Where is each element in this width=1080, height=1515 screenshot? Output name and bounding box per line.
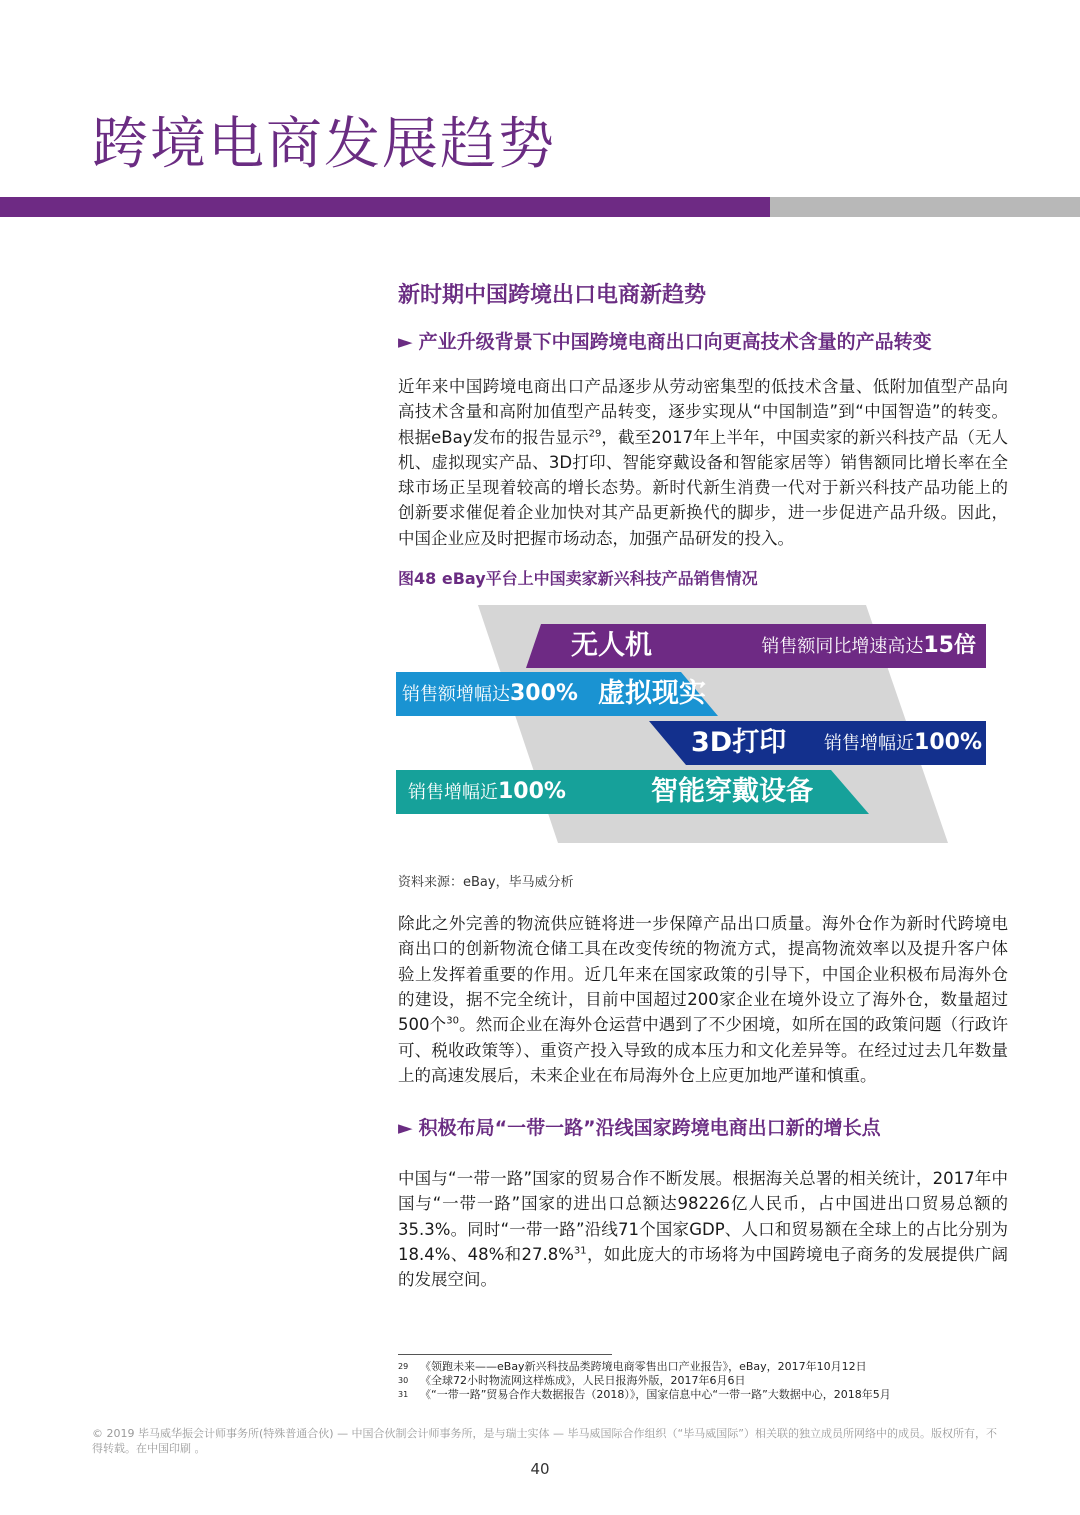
footnote-30 <box>398 1374 1018 1388</box>
footnote-text: 《“一带一路”贸易合作大数据报告（2018）》，国家信息中心“一带一路”大数据中心，2018年5月 <box>420 1388 891 1401</box>
footnote-text: 《领跑未来——eBay新兴科技品类跨境电商零售出口产业报告》，eBay，2017年10月12日 <box>420 1360 867 1373</box>
footnote-number: 30 <box>398 1376 409 1385</box>
band-drone <box>526 624 986 668</box>
footnote-number: 31 <box>398 1390 409 1399</box>
title-divider-bar <box>0 197 1080 217</box>
band-drone-name: 无人机 <box>571 630 652 662</box>
band-vr-stat-prefix: 销售额增幅达 <box>402 684 510 706</box>
footnote-divider <box>398 1354 612 1355</box>
figure-caption: 图48 eBay平台上中国卖家新兴科技产品销售情况 <box>398 569 758 589</box>
triangle-bullet-icon: ► <box>398 331 413 353</box>
page-title: 跨境电商发展趋势 <box>92 112 556 177</box>
sub-heading-2-text: 积极布局“一带一路”沿线国家跨境电商出口新的增长点 <box>418 1117 881 1140</box>
band-wearables-stat <box>408 770 566 815</box>
footnote-number: 29 <box>398 1362 409 1371</box>
title-bar-grey <box>770 197 1080 217</box>
band-drone-stat-value: 15倍 <box>923 633 976 659</box>
copyright-notice: © 2019 毕马威华振会计师事务所(特殊普通合伙) — 中国合伙制会计师事务所，是与瑞士实体 — 毕马威国际合作组织（“毕马威国际”）相关联的独立成员所网络中的成员。版权所有，不得转载。在中国印刷 。 <box>92 1427 997 1455</box>
band-3d-printing-name: 3D打印 <box>691 727 787 759</box>
paragraph-2-part-b: 。然而企业在海外仓运营中遇到了不少困境，如所在国的政策问题（行政许可、税收政策等）、重资产投入导致的成本压力和文化差异等。在经过过去几年数量上的高速发展后，未来企业在布局海外仓上应更加地严谨和慎重。 <box>398 1015 1009 1085</box>
footnote-31 <box>398 1388 1018 1402</box>
section-heading: 新时期中国跨境出口电商新趋势 <box>398 283 707 308</box>
band-3d-printing <box>649 721 986 765</box>
footnotes <box>398 1360 1018 1402</box>
band-wearables-stat-prefix: 销售增幅近 <box>408 782 498 804</box>
title-bar-purple <box>0 197 770 217</box>
page-number: 40 <box>530 1460 550 1478</box>
band-wearables-stat-value: 100% <box>498 779 566 805</box>
band-3d-printing-stat-value: 100% <box>914 730 982 756</box>
paragraph-3-part-a: 中国与“一带一路”国家的贸易合作不断发展。根据海关总署的相关统计，2017年中国与“一带一路”国家的进出口总额达98226亿人民币，占中国进出口贸易总额的35.3%。同时“一带一路”沿线71个国家GDP、人口和贸易额在全球上的占比分别为18.4%、48%和27.8% <box>398 1169 1008 1265</box>
paragraph-3 <box>398 1166 1008 1292</box>
sub-heading-2 <box>398 1114 1008 1142</box>
band-3d-printing-stat-prefix: 销售增幅近 <box>824 733 915 755</box>
paragraph-3-part-b: ，如此庞大的市场将为中国跨境电子商务的发展提供广阔的发展空间。 <box>398 1245 1008 1290</box>
paragraph-1-part-a: 近年来中国跨境电商出口产品逐步从劳动密集型的低技术含量、低附加值型产品向高技术含量和高附加值型产品转变，逐步实现从“中国制造”到“中国智造”的转变。根据eBay发布的报告显示 <box>398 377 1008 447</box>
band-wearables <box>396 770 869 814</box>
band-vr <box>396 672 718 716</box>
paragraph-2 <box>398 911 1008 1088</box>
sub-heading-1-text: 产业升级背景下中国跨境电商出口向更高技术含量的产品转变 <box>418 331 932 353</box>
footnote-29 <box>398 1360 1018 1374</box>
footnote-ref-31[interactable]: 31 <box>573 1245 587 1257</box>
band-3d-printing-stat <box>824 721 982 766</box>
footnote-ref-29[interactable]: 29 <box>588 428 602 440</box>
band-vr-stat-value: 300% <box>510 681 578 707</box>
figure-tech-products <box>396 605 996 855</box>
band-drone-stat <box>761 624 976 669</box>
band-drone-stat-prefix: 销售额同比增速高达 <box>761 636 924 658</box>
band-wearables-name: 智能穿戴设备 <box>651 776 813 808</box>
band-vr-stat <box>402 672 578 717</box>
main-content <box>398 280 1008 1293</box>
footnote-text: 《全球72小时物流网这样炼成》，人民日报海外版，2017年6月6日 <box>420 1374 746 1387</box>
paragraph-1 <box>398 374 1008 551</box>
paragraph-1-part-b: ，截至2017年上半年，中国卖家的新兴科技产品（无人机、虚拟现实产品、3D打印、智能穿戴设备和智能家居等）销售额同比增长率在全球市场正呈现着较高的增长态势。新时代新生消费一代对于新兴科技产品功能上的创新要求催促着企业加快对其产品更新换代的脚步，进一步促进产品升级。因此，中国企业应及时把握市场动态，加强产品研发的投入。 <box>398 427 1008 548</box>
figure-source: 资料来源：eBay，毕马威分析 <box>398 875 574 891</box>
band-vr-name: 虚拟现实 <box>598 678 706 710</box>
footnote-ref-30[interactable]: 30 <box>446 1015 460 1027</box>
sub-heading-1 <box>398 328 1008 356</box>
paragraph-2-part-a: 除此之外完善的物流供应链将进一步保障产品出口质量。海外仓作为新时代跨境电商出口的创新物流仓储工具在改变传统的物流方式，提高物流效率以及提升客户体验上发挥着重要的作用。近几年来在国家政策的引导下，中国企业积极布局海外仓的建设，据不完全统计，目前中国超过200家企业在境外设立了海外仓，数量超过500个 <box>398 914 1008 1035</box>
triangle-bullet-icon: ► <box>398 1117 413 1140</box>
